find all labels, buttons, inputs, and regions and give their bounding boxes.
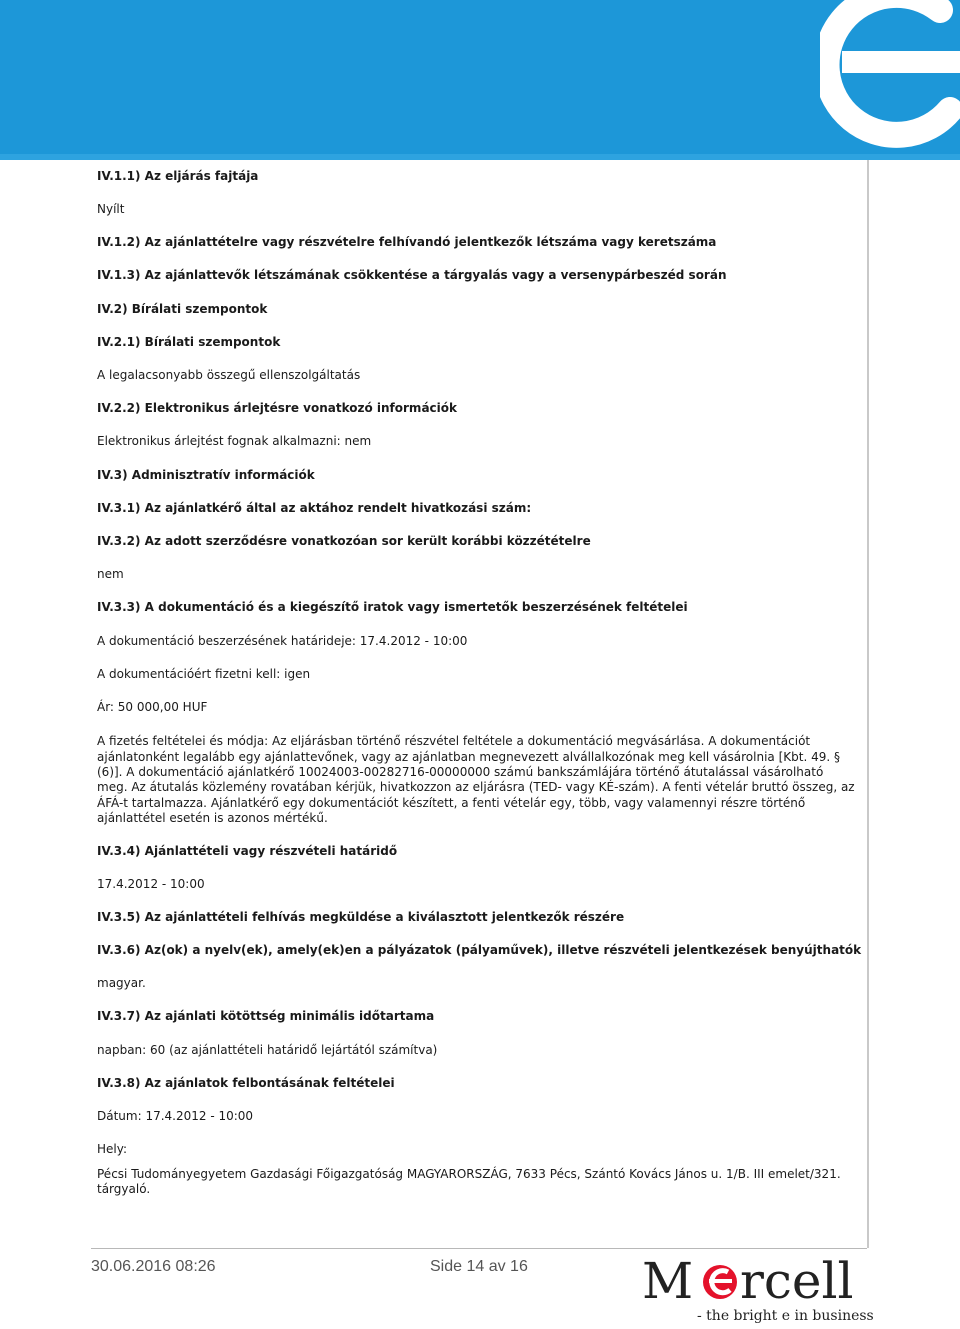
section-heading: IV.3.1) Az ajánlatkérő által az aktához rendelt hivatkozási szám: [97, 500, 532, 515]
location-paragraph: Pécsi Tudományegyetem Gazdasági Főigazgatóság MAGYARORSZÁG, 7633 Pécs, Szántó Kovács János u. 1/B. III emelet/321. tárgyaló. [97, 1166, 841, 1196]
marcell-logo-m: M [642, 1252, 694, 1310]
section-heading: IV.1.3) Az ajánlattevők létszámának csökkentése a tárgyalás vagy a versenypárbeszéd során [97, 268, 727, 283]
section-value: napban: 60 (az ajánlattételi határidő lejártától számítva) [97, 1042, 438, 1057]
marcell-logo-rest: rcell [740, 1252, 854, 1310]
section-heading: IV.3.8) Az ajánlatok felbontásának feltételei [97, 1075, 395, 1090]
section-heading: IV.2.2) Elektronikus árlejtésre vonatkozó információk [97, 401, 457, 416]
footer-page-number: Side 14 av 16 [430, 1258, 528, 1275]
payment-terms-paragraph: A fizetés feltételei és módja: Az eljárásban történő részvétel feltétele a dokumentáció megvásárlása. A dokumentációt ajánlatonként legalább egy ajánlattevőnek, vagy az ajánlatban megnevezett alvállalkozónak meg kell vásárolnia [Kbt. 49. § (6)]. A dokumentáció ajánlatkérő 10024003-00282716-00000000 számú bankszámlájára történő átutalással vásárolható meg. Az átutalás közlemény rovatában kérjük, hivatkozzon az eljárásra (TED- vagy KÉ-szám). A fenti vételár bruttó összeg, az ÁFÁ-t tartalmazza. Ajánlatkérő egy dokumentációt készített, a fenti vételár egy, több, vagy valamennyi részre történő ajánlattétel esetén is azonos mértékű. [97, 734, 855, 826]
section-value: A dokumentáció beszerzésének határideje: 17.4.2012 - 10:00 [97, 633, 468, 648]
section-value: Ár: 50 000,00 HUF [97, 699, 208, 714]
section-value: Nyílt [97, 202, 125, 217]
section-heading: IV.3.6) Az(ok) a nyelv(ek), amely(ek)en a pályázatok (pályaművek), illetve részvételi jelentkezések benyújthatók [97, 943, 862, 958]
marcell-logo [642, 1250, 868, 1310]
section-value: Elektronikus árlejtést fognak alkalmazni: nem [97, 434, 372, 449]
section-heading: IV.3.4) Ajánlattételi vagy részvételi határidő [97, 843, 398, 858]
section-value: Dátum: 17.4.2012 - 10:00 [97, 1109, 254, 1124]
footer-tagline: - the bright e in business [697, 1308, 874, 1324]
right-margin-rule [867, 160, 869, 1248]
section-heading: IV.3.2) Az adott szerződésre vonatkozóan sor került korábbi közzétételre [97, 533, 591, 548]
header-band [0, 0, 960, 160]
section-heading: IV.3.5) Az ajánlattételi felhívás megküldése a kiválasztott jelentkezők részére [97, 909, 625, 924]
section-value: A legalacsonyabb összegű ellenszolgáltatás [97, 368, 361, 383]
section-value: A dokumentációért fizetni kell: igen [97, 666, 311, 681]
footer-rule [91, 1248, 867, 1249]
section-value: nem [97, 567, 124, 582]
section-value: magyar. [97, 976, 146, 991]
section-heading: IV.2) Bírálati szempontok [97, 301, 268, 316]
section-heading: IV.3) Adminisztratív információk [97, 467, 315, 482]
section-value: Hely: [97, 1142, 128, 1157]
section-heading: IV.2.1) Bírálati szempontok [97, 334, 281, 349]
document-body [97, 160, 862, 1197]
footer-date: 30.06.2016 08:26 [91, 1258, 216, 1275]
marcell-e-icon [820, 0, 960, 150]
section-heading: IV.3.7) Az ajánlati kötöttség minimális időtartama [97, 1009, 435, 1024]
section-heading: IV.3.3) A dokumentáció és a kiegészítő iratok vagy ismertetők beszerzésének feltételei [97, 600, 688, 615]
section-heading: IV.1.2) Az ajánlattételre vagy részvételre felhívandó jelentkezők létszáma vagy keretszáma [97, 235, 717, 250]
section-heading: IV.1.1) Az eljárás fajtája [97, 168, 259, 183]
section-value: 17.4.2012 - 10:00 [97, 876, 205, 891]
